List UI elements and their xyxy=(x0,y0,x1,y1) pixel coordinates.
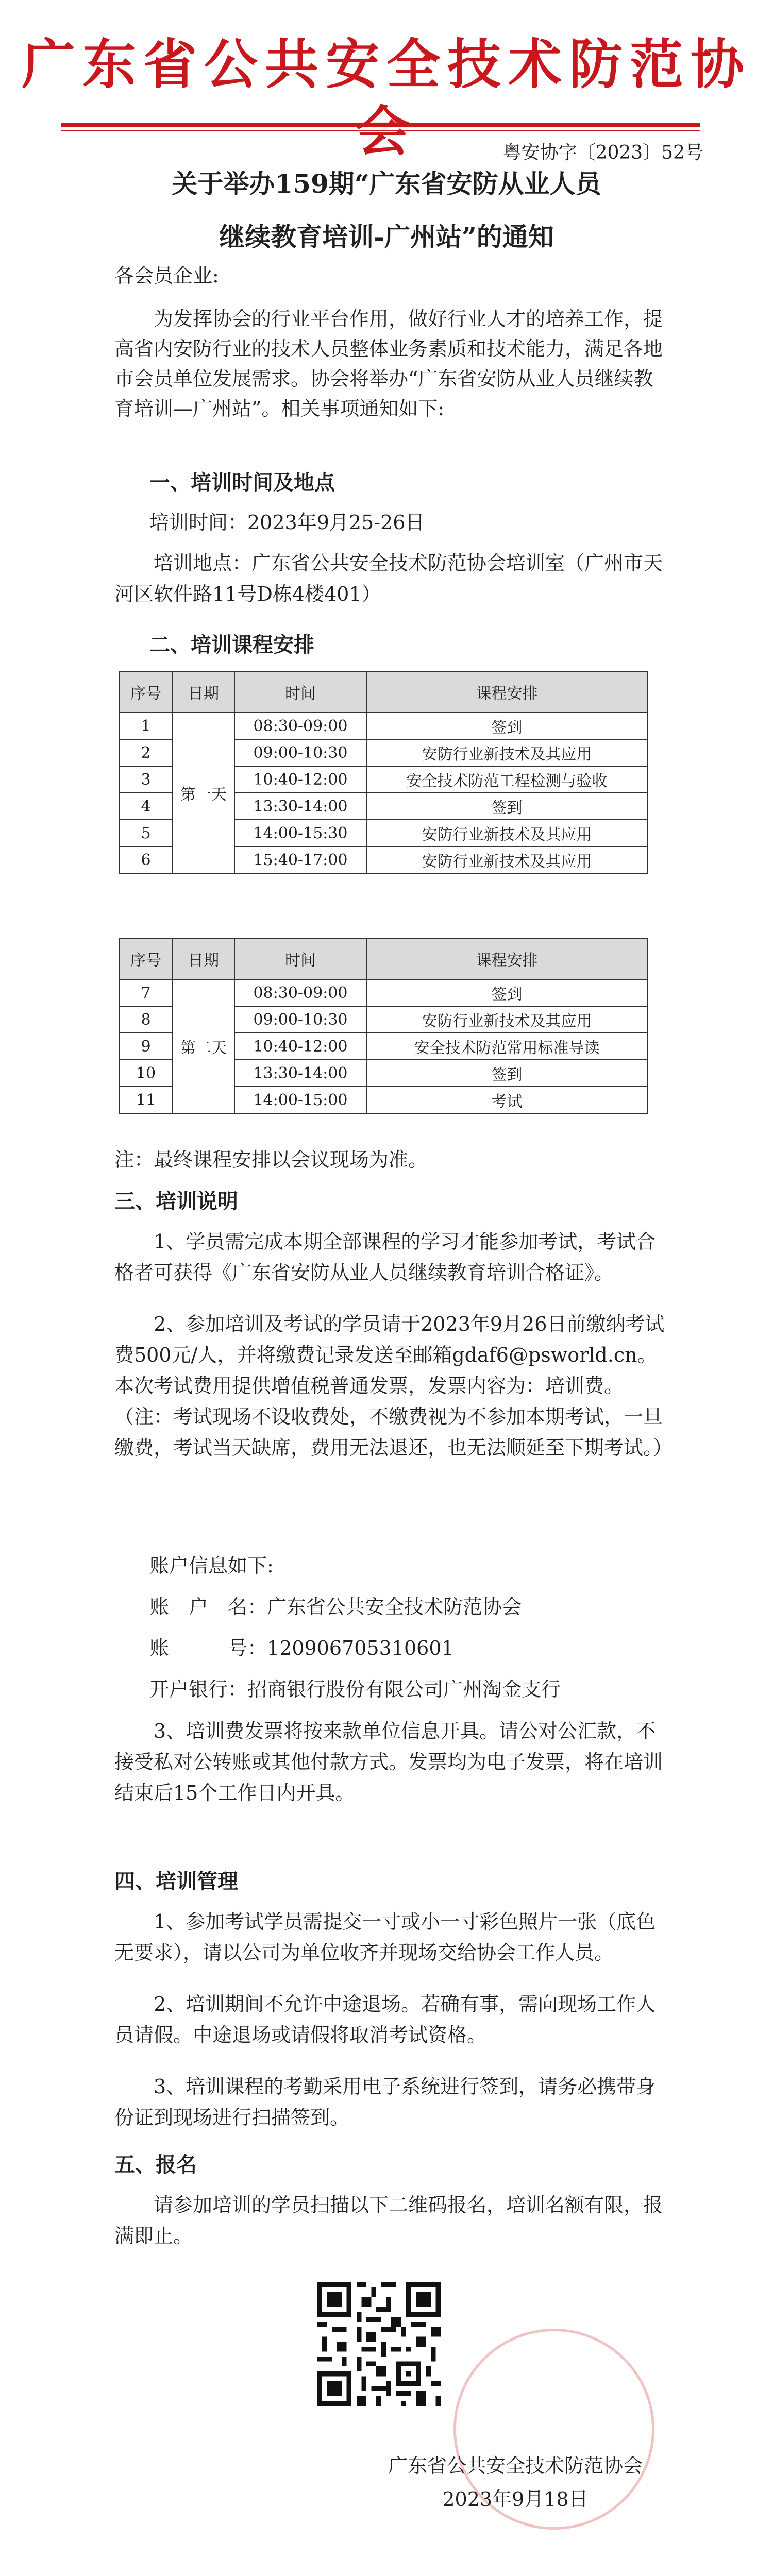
schedule-table-day2 xyxy=(119,938,648,1114)
table-row: 6 15:40-17:00 安防行业新技术及其应用 xyxy=(119,846,647,873)
date-cell: 第二天 xyxy=(173,979,234,1113)
account-number-row xyxy=(149,1633,670,1663)
col-header-time: 时间 xyxy=(234,671,366,713)
intro-paragraph: 为发挥协会的行业平台作用，做好行业人才的培养工作，提高省内安防行业的技术人员整体业务素质和技术能力，满足各地市会员单位发展需求。协会将举办“广东省安防从业人员继续教育培训—广州站”。相关事项通知如下: xyxy=(114,308,663,420)
account-number-label: 账 号： xyxy=(149,1637,267,1659)
table-row: 2 09:00-10:30 安防行业新技术及其应用 xyxy=(119,739,647,766)
col-header-course: 课程安排 xyxy=(366,671,647,713)
col-header-date: 日期 xyxy=(173,671,234,713)
table-row: 11 14:00-15:00 考试 xyxy=(119,1087,647,1113)
col-header-date: 日期 xyxy=(173,938,234,979)
table-row: 7 第二天 08:30-09:00 签到 xyxy=(119,979,647,1006)
section4-paragraph3: 3、培训课程的考勤采用电子系统进行签到，请务必携带身份证到现场进行扫描签到。 xyxy=(114,2075,656,2129)
bank-row xyxy=(149,1674,670,1704)
section3-paragraph1: 1、学员需完成本期全部课程的学习才能参加考试，考试合格者可获得《广东省安防从业人员继续教育培训合格证》。 xyxy=(114,1230,656,1284)
section5-heading: 五、报名 xyxy=(114,2153,197,2177)
section4-paragraph2: 2、培训期间不允许中途退场。若确有事，需向现场工作人员请假。中途退场或请假将取消考试资格。 xyxy=(114,1993,656,2046)
notice-title-line1: 关于举办159期“广东省安防从业人员 xyxy=(172,168,601,199)
account-name-value: 广东省公共安全技术防范协会 xyxy=(267,1596,522,1618)
section3-paragraph2: 2、参加培训及考试的学员请于2023年9月26日前缴纳考试费500元/人，并将缴费记录发送至邮箱gdaf6@psworld.cn。本次考试费用提供增值税普通发票，发票内容为：培训费。（注：考试现场不设收费处，不缴费视为不参加本期考试，一旦缴费，考试当天缺席，费用无法退还，也无法顺延至下期考试。） xyxy=(114,1313,673,1459)
section3-heading: 三、培训说明 xyxy=(114,1189,238,1213)
qr-code-graphic xyxy=(317,2282,441,2406)
signature-date: 2023年9月18日 xyxy=(442,2488,589,2511)
col-header-no: 序号 xyxy=(119,671,173,713)
signature-org: 广东省公共安全技术防范协会 xyxy=(388,2454,643,2477)
table-row: 5 14:00-15:30 安防行业新技术及其应用 xyxy=(119,820,647,846)
date-cell: 第一天 xyxy=(173,713,234,873)
registration-qr-code[interactable] xyxy=(317,2282,441,2406)
schedule-table-day1 xyxy=(119,671,648,874)
account-number-value: 120906705310601 xyxy=(267,1637,454,1659)
col-header-time: 时间 xyxy=(234,938,366,979)
col-header-course: 课程安排 xyxy=(366,938,647,979)
notice-title-line2: 继续教育培训-广州站”的通知 xyxy=(219,222,554,252)
salutation: 各会员企业: xyxy=(114,264,219,287)
table-row: 3 10:40-12:00 安全技术防范工程检测与验收 xyxy=(119,766,647,793)
training-time: 培训时间：2023年9月25-26日 xyxy=(149,511,425,534)
org-letterhead-title: 广东省公共安全技术防范协 xyxy=(21,32,751,96)
letterhead-rule-thick xyxy=(61,123,700,127)
schedule-note: 注：最终课程安排以会议现场为准。 xyxy=(114,1148,428,1171)
section4-heading: 四、培训管理 xyxy=(114,1869,238,1893)
table-row: 9 10:40-12:00 安全技术防范常用标准导读 xyxy=(119,1033,647,1060)
section1-heading: 一、培训时间及地点 xyxy=(149,470,335,495)
account-name-label: 账 户 名： xyxy=(149,1596,267,1618)
table-row: 8 09:00-10:30 安防行业新技术及其应用 xyxy=(119,1006,647,1033)
training-location: 培训地点：广东省公共安全技术防范协会培训室（广州市天河区软件路11号D栋4楼401） xyxy=(114,552,663,605)
table-row: 1 第一天 08:30-09:00 签到 xyxy=(119,713,647,739)
section2-heading: 二、培训课程安排 xyxy=(149,633,314,657)
document-number: 粤安协字〔2023〕52号 xyxy=(502,142,703,163)
account-name-row xyxy=(149,1592,670,1622)
col-header-no: 序号 xyxy=(119,938,173,979)
table-row: 4 13:30-14:00 签到 xyxy=(119,793,647,820)
section4-paragraph1: 1、参加考试学员需提交一寸或小一寸彩色照片一张（底色无要求），请以公司为单位收齐并现场交给协会工作人员。 xyxy=(114,1910,656,1964)
bank-value: 招商银行股份有限公司广州淘金支行 xyxy=(247,1678,561,1701)
section5-paragraph1: 请参加培训的学员扫描以下二维码报名，培训名额有限，报满即止。 xyxy=(114,2194,663,2247)
bank-label: 开户银行： xyxy=(149,1678,248,1701)
letterhead-rule-thin xyxy=(61,130,700,131)
account-info-intro: 账户信息如下: xyxy=(149,1554,274,1577)
table-row: 10 13:30-14:00 签到 xyxy=(119,1060,647,1087)
section3-paragraph3: 3、培训费发票将按来款单位信息开具。请公对公汇款，不接受私对公转账或其他付款方式。发票均为电子发票，将在培训结束后15个工作日内开具。 xyxy=(114,1720,663,1804)
